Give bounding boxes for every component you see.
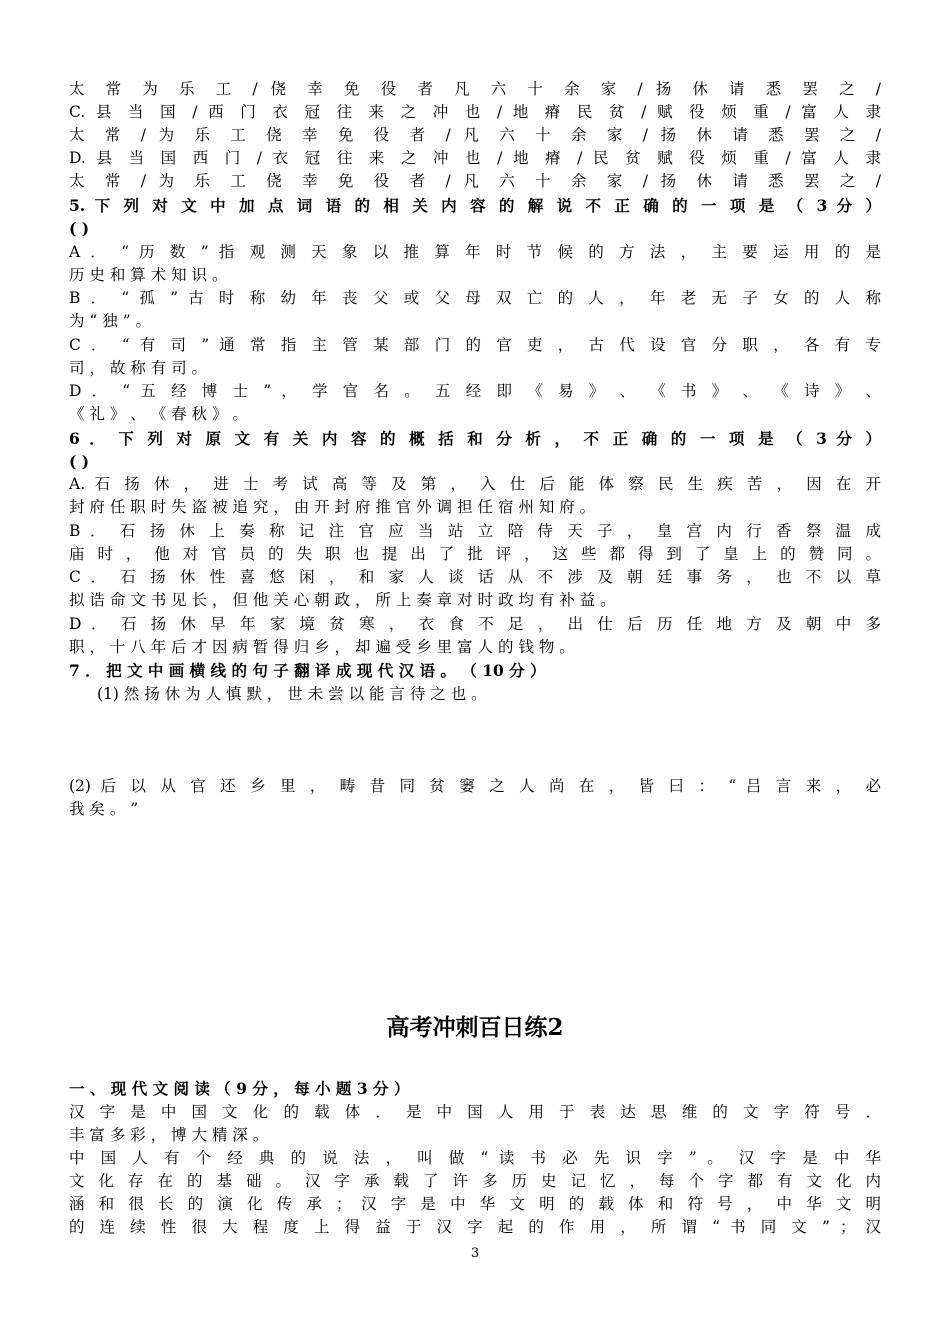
question-6-option: C ． 石 扬 休 性 喜 悠 闲 ， 和 家 人 谈 话 从 不 涉 及 朝 廷 事 务 ， 也 不 以 草 <box>69 568 881 586</box>
question-5-option: 司 ， 故 称 有 司 。 <box>69 359 208 377</box>
passage-line: 的 连 续 性 很 大 程 度 上 得 益 于 汉 字 起 的 作 用 ， 所 谓 “ 书 同 文 ” ； 汉 <box>69 1218 881 1236</box>
question-5-option: A ． “ 历 数 ” 指 观 测 天 象 以 推 算 年 时 节 候 的 方 法 ， 主 要 运 用 的 是 <box>69 243 881 261</box>
question-7-item-2: (2) 后 以 从 官 还 乡 里 ， 畴 昔 同 贫 窭 之 人 尚 在 ， 皆 曰 ： “ 吕 言 来 ， 必 <box>69 777 881 795</box>
option-line: 太 常 为 乐 工 / 侥 幸 免 役 者 凡 六 十 余 家 / 扬 休 请 悉 罢 之 / <box>69 80 881 98</box>
passage-line: 中 国 人 有 个 经 典 的 说 法 ， 叫 做 “ 读 书 必 先 识 字 ” 。 汉 字 是 中 华 <box>69 1149 881 1167</box>
passage-line: 丰 富 多 彩 ， 博 大 精 深 。 <box>69 1126 269 1144</box>
question-6-option: D ． 石 扬 休 早 年 家 境 贫 寒 ， 衣 食 不 足 ， 出 仕 后 历 任 地 方 及 朝 中 多 <box>69 615 881 633</box>
option-line: 太 常 / 为 乐 工 侥 幸 免 役 者 / 凡 六 十 余 家 / 扬 休 请 悉 罢 之 / <box>69 172 881 190</box>
question-5-option: 历 史 和 算 术 知 识 。 <box>69 266 228 284</box>
question-6-option: 拟 诰 命 文 书 见 长 ， 但 他 关 心 朝 政 ， 所 上 奏 章 对 时 政 均 有 补 益 。 <box>69 591 616 609</box>
passage-line: 涵 和 很 长 的 演 化 传 承 ； 汉 字 是 中 华 文 明 的 载 体 和 符 号 ， 中 华 文 明 <box>69 1195 881 1213</box>
question-6-blank: ( ) <box>69 452 90 471</box>
page-number: 3 <box>470 1246 480 1261</box>
question-7-item-2: 我 矣 。 ” <box>69 800 139 818</box>
passage-line: 文 化 存 在 的 基 础 。 汉 字 承 载 了 许 多 历 史 记 忆 ， 每 个 字 都 有 文 化 内 <box>69 1172 881 1190</box>
question-5-option: B ． “ 孤 ” 古 时 称 幼 年 丧 父 或 父 母 双 亡 的 人 ， 年 老 无 子 女 的 人 称 <box>69 289 881 307</box>
question-5-option: C ． “ 有 司 ” 通 常 指 主 管 某 部 门 的 官 吏 ， 古 代 设 官 分 职 ， 各 有 专 <box>69 336 881 354</box>
question-6-option: A. 石 扬 休 ， 进 士 考 试 高 等 及 第 ， 入 仕 后 能 体 察 民 生 疾 苦 ， 因 在 开 <box>69 475 881 493</box>
question-6-option: B ． 石 扬 休 上 奏 称 记 注 官 应 当 站 立 陪 侍 天 子 ， 皇 宫 内 行 香 祭 温 成 <box>69 522 881 540</box>
question-6-option: 庙 时 ， 他 对 官 员 的 失 职 也 提 出 了 批 评 ， 这 些 都 得 到 了 皇 上 的 赞 同 。 <box>69 545 881 563</box>
question-6-option: 封 府 任 职 时 失 盗 被 追 究 ， 由 开 封 府 推 官 外 调 担 任 宿 州 知 府 。 <box>69 498 596 516</box>
option-line: D. 县 当 国 西 门 / 衣 冠 往 来 之 冲 也 / 地 瘠 / 民 贫 赋 役 烦 重 / 富 人 隶 <box>69 149 881 167</box>
question-5-option: 为 “ 独 ” 。 <box>69 312 152 330</box>
question-6-title: 6 ． 下 列 对 原 文 有 关 内 容 的 概 括 和 分 析 ， 不 正 确 的 一 项 是 （ 3 分 ） <box>69 429 881 448</box>
page-heading: 高考冲刺百日练2 <box>386 1014 564 1041</box>
option-line: C. 县 当 国 / 西 门 衣 冠 往 来 之 冲 也 / 地 瘠 民 贫 / 赋 役 烦 重 / 富 人 隶 <box>69 103 881 121</box>
question-6-option: 职 ， 十 八 年 后 才 因 病 暂 得 归 乡 ， 却 遍 受 乡 里 富 人 的 钱 物 。 <box>69 638 575 656</box>
question-7-item-1: (1) 然 扬 休 为 人 慎 默 ， 世 未 尝 以 能 言 待 之 也 。 <box>97 685 487 703</box>
passage-line: 汉 字 是 中 国 文 化 的 载 体 ． 是 中 国 人 用 于 表 达 思 维 的 文 字 符 号 ． <box>69 1103 881 1121</box>
question-7-title: 7 ． 把 文 中 画 横 线 的 句 子 翻 译 成 现 代 汉 语 。 （ 10 分 ） <box>69 661 546 680</box>
option-line: 太 常 / 为 乐 工 侥 幸 免 役 者 / 凡 六 十 余 家 / 扬 休 请 悉 罢 之 / <box>69 126 881 144</box>
question-5-title: 5. 下 列 对 文 中 加 点 词 语 的 相 关 内 容 的 解 说 不 正 确 的 一 项 是 （ 3 分 ） <box>69 196 881 215</box>
question-5-blank: ( ) <box>69 219 90 238</box>
question-5-option: 《 礼 》 、 《 春 秋 》 。 <box>69 405 248 423</box>
part-1-title: 一 、 现 代 文 阅 读 （ 9 分 ， 每 小 题 3 分 ） <box>69 1079 410 1098</box>
question-5-option: D ． “ 五 经 博 士 ” ， 学 官 名 。 五 经 即 《 易 》 、 《 书 》 、 《 诗 》 、 <box>69 382 881 400</box>
